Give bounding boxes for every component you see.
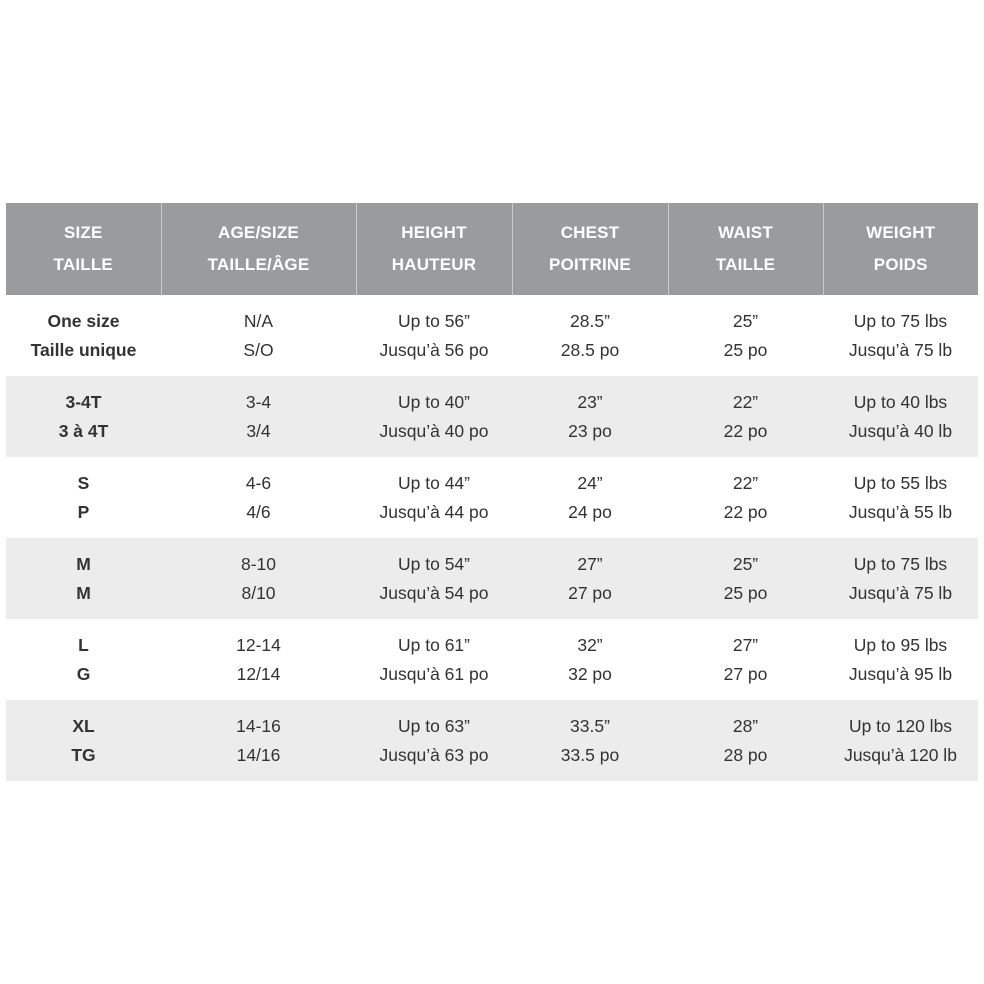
weight-cell [823,457,978,538]
chest-fr: 27 po [568,582,612,603]
chest-fr: 33.5 po [560,744,620,765]
age-cell [161,376,356,457]
weight-cell [823,295,978,376]
waist-en: 25” [732,310,759,331]
waist-cell [668,376,823,457]
header-age-fr: TAILLE/ÂGE [207,255,310,274]
age-cell [161,538,356,619]
size-cell [6,619,161,700]
chest-en: 27” [577,553,603,574]
chest-cell [512,295,668,376]
height-en: Up to 63” [398,715,470,736]
age-cell [161,457,356,538]
weight-fr: Jusqu’à 95 lb [848,663,953,684]
chest-cell [512,538,668,619]
chest-en: 24” [577,472,603,493]
weight-en: Up to 75 lbs [853,553,948,574]
waist-cell [668,295,823,376]
header-height-fr: HAUTEUR [391,255,477,274]
age-fr: 12/14 [236,663,281,684]
age-cell [161,619,356,700]
header-height [356,203,512,295]
size-en: S [77,472,90,493]
height-fr: Jusqu’à 54 po [379,582,489,603]
weight-cell [823,538,978,619]
header-chest-fr: POITRINE [549,255,631,274]
size-cell [6,700,161,781]
waist-en: 27” [732,634,759,655]
chest-cell [512,619,668,700]
table-row [6,619,978,700]
chest-fr: 32 po [568,663,612,684]
age-fr: 3/4 [246,420,271,441]
age-en: 14-16 [236,715,281,736]
age-cell [161,295,356,376]
size-fr: Taille unique [30,339,137,360]
height-fr: Jusqu’à 44 po [379,501,489,522]
chest-en: 23” [577,391,603,412]
size-cell [6,457,161,538]
table-row [6,538,978,619]
height-en: Up to 56” [398,310,470,331]
height-en: Up to 61” [398,634,470,655]
header-height-en: HEIGHT [401,223,467,242]
chest-en: 33.5” [570,715,610,736]
chest-cell [512,376,668,457]
header-weight-en: WEIGHT [866,223,936,242]
weight-cell [823,619,978,700]
height-cell [356,700,512,781]
weight-cell [823,700,978,781]
weight-en: Up to 75 lbs [853,310,948,331]
chest-cell [512,700,668,781]
size-en: One size [47,310,120,331]
header-waist-en: WAIST [718,223,773,242]
waist-en: 25” [732,553,759,574]
waist-fr: 27 po [723,663,768,684]
table-header [6,203,978,295]
waist-en: 22” [732,472,759,493]
waist-fr: 22 po [723,420,768,441]
chest-en: 32” [577,634,603,655]
header-size-en: SIZE [63,223,103,242]
table-row [6,295,978,376]
weight-en: Up to 40 lbs [853,391,948,412]
chest-fr: 23 po [568,420,612,441]
waist-en: 22” [732,391,759,412]
waist-cell [668,538,823,619]
age-en: 4-6 [245,472,272,493]
waist-cell [668,457,823,538]
weight-en: Up to 120 lbs [848,715,953,736]
height-cell [356,295,512,376]
waist-en: 28” [732,715,759,736]
weight-cell [823,376,978,457]
size-cell [6,376,161,457]
age-cell [161,700,356,781]
header-size-fr: TAILLE [53,255,113,274]
size-fr: TG [71,744,96,765]
height-cell [356,376,512,457]
height-en: Up to 44” [398,472,470,493]
header-size [6,203,161,295]
age-fr: 8/10 [241,582,276,603]
size-cell [6,295,161,376]
height-cell [356,619,512,700]
weight-fr: Jusqu’à 40 lb [848,420,953,441]
age-en: 8-10 [240,553,277,574]
chest-fr: 28.5 po [560,339,620,360]
size-fr: G [76,663,91,684]
waist-fr: 22 po [723,501,768,522]
age-en: 3-4 [245,391,272,412]
age-fr: 14/16 [236,744,281,765]
header-weight-fr: POIDS [873,255,928,274]
size-en: M [76,553,91,574]
age-fr: S/O [243,339,274,360]
size-fr: M [76,582,91,603]
height-fr: Jusqu’à 40 po [379,420,489,441]
waist-cell [668,619,823,700]
height-fr: Jusqu’à 63 po [379,744,489,765]
waist-fr: 25 po [723,339,768,360]
header-weight [823,203,978,295]
weight-en: Up to 95 lbs [853,634,948,655]
size-en: 3-4T [65,391,102,412]
height-fr: Jusqu’à 56 po [379,339,489,360]
chest-fr: 24 po [568,501,612,522]
age-en: N/A [243,310,274,331]
header-waist-fr: TAILLE [715,255,776,274]
size-fr: 3 à 4T [58,420,109,441]
waist-fr: 25 po [723,582,768,603]
height-fr: Jusqu’à 61 po [379,663,489,684]
weight-fr: Jusqu’à 75 lb [848,339,953,360]
height-cell [356,457,512,538]
header-row [6,203,978,295]
weight-en: Up to 55 lbs [853,472,948,493]
size-chart-table [6,203,978,781]
height-en: Up to 40” [398,391,470,412]
chest-cell [512,457,668,538]
age-en: 12-14 [236,634,281,655]
header-chest-en: CHEST [560,223,620,242]
header-age-en: AGE/SIZE [218,223,299,242]
table-row [6,457,978,538]
size-cell [6,538,161,619]
age-fr: 4/6 [246,501,271,522]
table-row [6,700,978,781]
header-age [161,203,356,295]
weight-fr: Jusqu’à 55 lb [848,501,953,522]
height-cell [356,538,512,619]
header-chest [512,203,668,295]
height-en: Up to 54” [398,553,470,574]
table-row [6,376,978,457]
waist-fr: 28 po [723,744,768,765]
size-en: L [78,634,89,655]
waist-cell [668,700,823,781]
weight-fr: Jusqu’à 120 lb [844,744,957,765]
header-waist [668,203,823,295]
chest-en: 28.5” [570,310,610,331]
table-body [6,295,978,781]
size-fr: P [77,501,90,522]
weight-fr: Jusqu’à 75 lb [848,582,953,603]
size-en: XL [72,715,95,736]
